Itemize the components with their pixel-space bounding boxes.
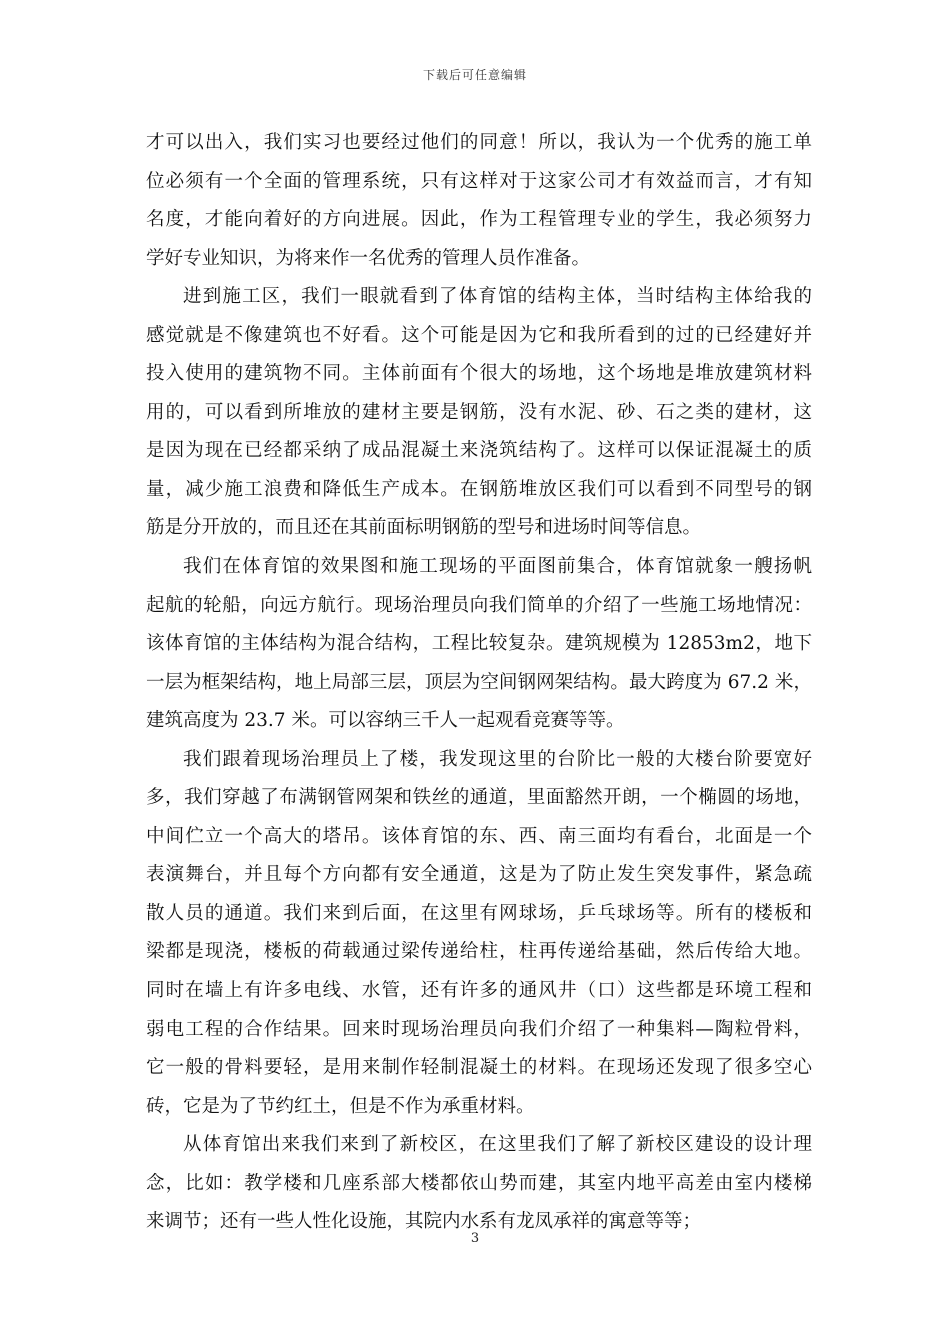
text-line: 建筑高度为 23.7 米。可以容纳三千人一起观看竞赛等等。 [146, 710, 625, 732]
text-line: 筋是分开放的，而且还在其前面标明钢筋的型号和进场时间等信息。 [146, 517, 702, 539]
text-line: 名度，才能向着好的方向进展。因此，作为工程管理专业的学生，我必须努力 [146, 209, 812, 231]
text-line: 同时在墙上有许多电线、水管，还有许多的通风井（口）这些都是环境工程和 [146, 980, 812, 1002]
text-line: 一层为框架结构，地上局部三层，顶层为空间钢网架结构。最大跨度为 67.2 米， [146, 671, 812, 693]
text-line: 学好专业知识，为将来作一名优秀的管理人员作准备。 [146, 247, 591, 269]
text-line: 用的，可以看到所堆放的建材主要是钢筋，没有水泥、砂、石之类的建材，这 [146, 401, 812, 423]
text-line: 多，我们穿越了布满钢管网架和铁丝的通道，里面豁然开朗，一个椭圆的场地， [146, 787, 812, 809]
text-line: 量，减少施工浪费和降低生产成本。在钢筋堆放区我们可以看到不同型号的钢 [146, 478, 812, 500]
text-line: 该体育馆的主体结构为混合结构，工程比较复杂。建筑规模为 12853m2，地下 [146, 633, 812, 655]
text-line: 散人员的通道。我们来到后面，在这里有网球场，乒乓球场等。所有的楼板和 [146, 902, 812, 924]
text-line: 从体育馆出来我们来到了新校区，在这里我们了解了新校区建设的设计理 [183, 1134, 812, 1156]
page-number: 3 [470, 1231, 480, 1246]
text-line: 我们在体育馆的效果图和施工现场的平面图前集合，体育馆就象一艘扬帆 [183, 556, 812, 578]
text-line: 才可以出入，我们实习也要经过他们的同意！所以，我认为一个优秀的施工单 [146, 132, 812, 153]
text-line: 感觉就是不像建筑也不好看。这个可能是因为它和我所看到的过的已经建好并 [146, 324, 812, 346]
text-line: 表演舞台，并且每个方向都有安全通道，这是为了防止发生突发事件，紧急疏 [146, 864, 812, 886]
text-line: 中间伫立一个高大的塔吊。该体育馆的东、西、南三面均有看台，北面是一个 [146, 825, 812, 847]
text-line: 是因为现在已经都采纳了成品混凝土来浇筑结构了。这样可以保证混凝土的质 [146, 440, 812, 462]
text-line: 梁都是现浇，楼板的荷载通过梁传递给柱，柱再传递给基础，然后传给大地。 [146, 941, 812, 963]
paragraph-5 [146, 1126, 812, 1242]
paragraph-2 [146, 278, 812, 548]
paragraph-3 [146, 548, 812, 741]
text-line: 来调节；还有一些人性化设施，其院内水系有龙凤承祥的寓意等等； [146, 1211, 702, 1233]
paragraph-1 [146, 124, 812, 278]
page-header: 下载后可任意编辑 [422, 68, 527, 82]
text-line: 它一般的骨料要轻，是用来制作轻制混凝土的材料。在现场还发现了很多空心 [146, 1057, 812, 1079]
text-line: 位必须有一个全面的管理系统，只有这样对于这家公司才有效益而言，才有知 [146, 170, 812, 192]
text-line: 念，比如：教学楼和几座系部大楼都依山势而建，其室内地平高差由室内楼梯 [146, 1172, 812, 1194]
text-line: 投入使用的建筑物不同。主体前面有个很大的场地，这个场地是堆放建筑材料 [146, 363, 812, 385]
paragraph-4 [146, 741, 812, 1126]
text-line: 进到施工区，我们一眼就看到了体育馆的结构主体，当时结构主体给我的 [183, 286, 812, 308]
document-body [146, 124, 812, 1242]
text-line: 起航的轮船，向远方航行。现场治理员向我们简单的介绍了一些施工场地情况： [146, 594, 812, 616]
text-line: 我们跟着现场治理员上了楼，我发现这里的台阶比一般的大楼台阶要宽好 [183, 748, 812, 770]
text-line: 弱电工程的合作结果。回来时现场治理员向我们介绍了一种集料—陶粒骨料， [146, 1018, 812, 1040]
text-line: 砖，它是为了节约红土，但是不作为承重材料。 [146, 1095, 535, 1117]
